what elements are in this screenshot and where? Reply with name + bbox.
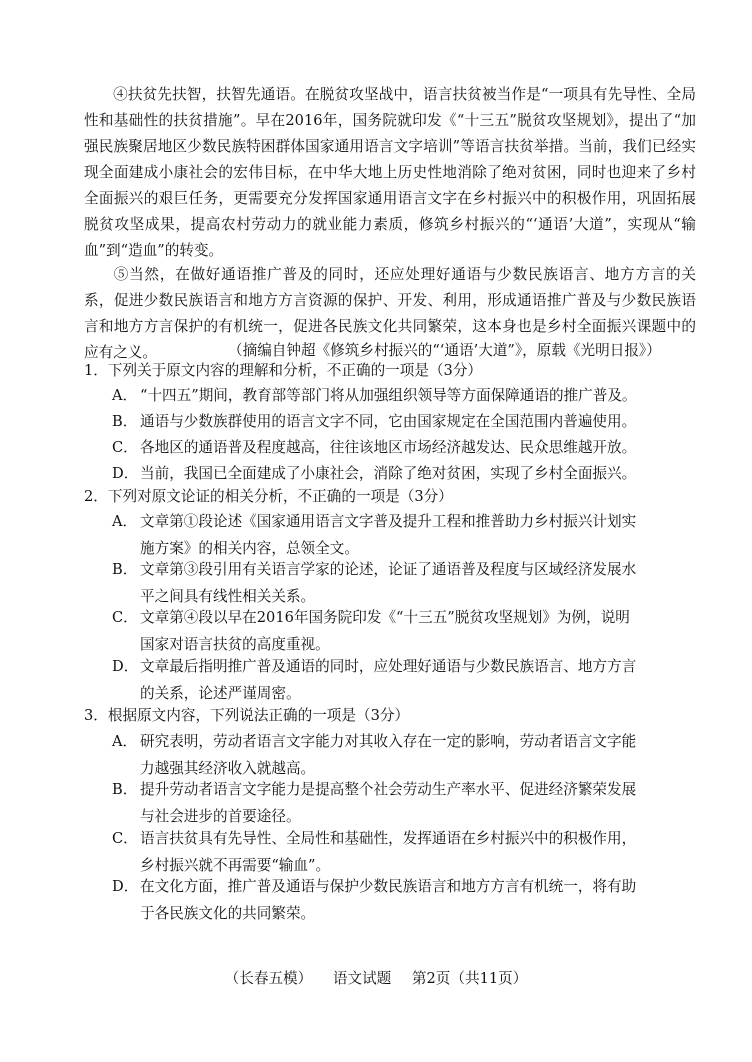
option-text-continued: 平之间具有线性相关关系。: [140, 587, 316, 605]
option-text: 文章第③段引用有关语言学家的论述，论证了通语普及程度与区域经济发展水: [140, 561, 637, 578]
question-2-option-a: [112, 509, 672, 562]
option-text-continued: 施方案》的相关内容，总领全文。: [140, 539, 359, 557]
option-text-continued: 力越强其经济收入就越高。: [140, 759, 316, 777]
question-1-stem: 1．下列关于原文内容的理解和分析，不正确的一项是（3分）: [84, 362, 483, 379]
option-text: 提升劳动者语言文字能力是提高整个社会劳动生产率水平、促进经济繁荣发展: [140, 781, 637, 798]
option-letter: C．: [112, 439, 138, 456]
option-letter: C．: [112, 609, 138, 626]
option-text-continued: 乡村振兴就不再需要“输血”。: [140, 856, 331, 874]
question-3-stem: 3．根据原文内容，下列说法正确的一项是（3分）: [84, 707, 410, 724]
question-2-option-d: [112, 654, 672, 707]
question-2-option-b: [112, 557, 672, 610]
option-text-continued: 与社会进步的首要途径。: [140, 807, 301, 825]
option-text: 通语与少数族群使用的语言文字不同，它由国家规定在全国范围内普遍使用。: [140, 413, 637, 430]
question-3-option-b: [112, 777, 672, 830]
footer-exam-name: （长春五模）: [224, 970, 313, 987]
passage-paragraph-4: [84, 82, 696, 264]
question-1-option-c: [112, 435, 672, 462]
footer-subject: 语文试题: [332, 970, 392, 987]
question-3-option-c: [112, 826, 672, 879]
question-2-stem: 2．下列对原文论证的相关分析，不正确的一项是（3分）: [84, 488, 453, 505]
option-letter: B．: [112, 413, 138, 430]
question-3-option-d: [112, 874, 672, 927]
passage-source: （摘编自钟超《修筑乡村振兴的“‘通语’大道”》，原载《光明日报》）: [228, 342, 661, 359]
option-text: 研究表明，劳动者语言文字能力对其收入存在一定的影响，劳动者语言文字能: [140, 733, 637, 750]
question-2-option-c: [112, 605, 672, 658]
option-text: 语言扶贫具有先导性、全局性和基础性，发挥通语在乡村振兴中的积极作用，: [140, 830, 637, 847]
option-letter: A．: [112, 387, 138, 404]
option-text: 在文化方面，推广普及通语与保护少数民族语言和地方方言有机统一，将有助: [140, 878, 637, 895]
page-footer: [0, 968, 752, 990]
option-letter: A．: [112, 513, 138, 530]
question-1-option-b: [112, 409, 672, 436]
option-text: 文章第④段以早在2016年国务院印发《“十三五”脱贫攻坚规划》为例，说明: [140, 609, 630, 626]
question-1-option-a: [112, 383, 672, 410]
option-text: 文章第①段论述《国家通用语言文字普及提升工程和推普助力乡村振兴计划实: [140, 513, 637, 530]
option-letter: B．: [112, 781, 138, 798]
option-text-continued: 国家对语言扶贫的高度重视。: [140, 635, 330, 653]
option-text: 当前，我国已全面建成了小康社会，消除了绝对贫困，实现了乡村全面振兴。: [140, 465, 637, 482]
question-3-option-a: [112, 729, 672, 782]
option-letter: B．: [112, 561, 138, 578]
option-text: “十四五”期间，教育部等部门将从加强组织领导等方面保障通语的推广普及。: [140, 387, 637, 404]
option-letter: C．: [112, 830, 138, 847]
option-text-continued: 的关系，论述严谨周密。: [140, 684, 301, 702]
option-letter: D．: [112, 658, 139, 675]
option-text-continued: 于各民族文化的共同繁荣。: [140, 904, 316, 922]
paragraph-text: ⑤当然，在做好通语推广普及的同时，还应处理好通语与少数民族语言、地方方言的关系，促进少数民族语言和地方方言资源的保护、开发、利用，形成通语推广普及与少数民族语言和地方方言保护的有机统一，促进各民族文化共同繁荣，这本身也是乡村全面振兴课题中的应有之义。: [84, 266, 696, 361]
footer-page-number: 第2页（共11页）: [411, 970, 528, 987]
option-text: 文章最后指明推广普及通语的同时，应处理好通语与少数民族语言、地方方言: [140, 658, 637, 675]
option-letter: A．: [112, 733, 138, 750]
option-text: 各地区的通语普及程度越高，往往该地区市场经济越发达、民众思维越开放。: [140, 439, 637, 456]
option-letter: D．: [112, 878, 139, 895]
option-letter: D．: [112, 465, 139, 482]
paragraph-text: ④扶贫先扶智，扶智先通语。在脱贫攻坚战中，语言扶贫被当作是“一项具有先导性、全局性和基础性的扶贫措施”。早在2016年，国务院就印发《“十三五”脱贫攻坚规划》，提出了“加强民族聚居地区少数民族特困群体国家通用语言文字培训”等语言扶贫举措。当前，我们已经实现全面建成小康社会的宏伟目标，在中华大地上历史性地消除了绝对贫困，同时也迎来了乡村全面振兴的艰巨任务，更需要充分发挥国家通用语言文字在乡村振兴中的积极作用，巩固拓展脱贫攻坚成果，提高农村劳动力的就业能力素质，修筑乡村振兴的“‘通语’大道”，实现从“输血”到“造血”的转变。: [84, 86, 696, 259]
